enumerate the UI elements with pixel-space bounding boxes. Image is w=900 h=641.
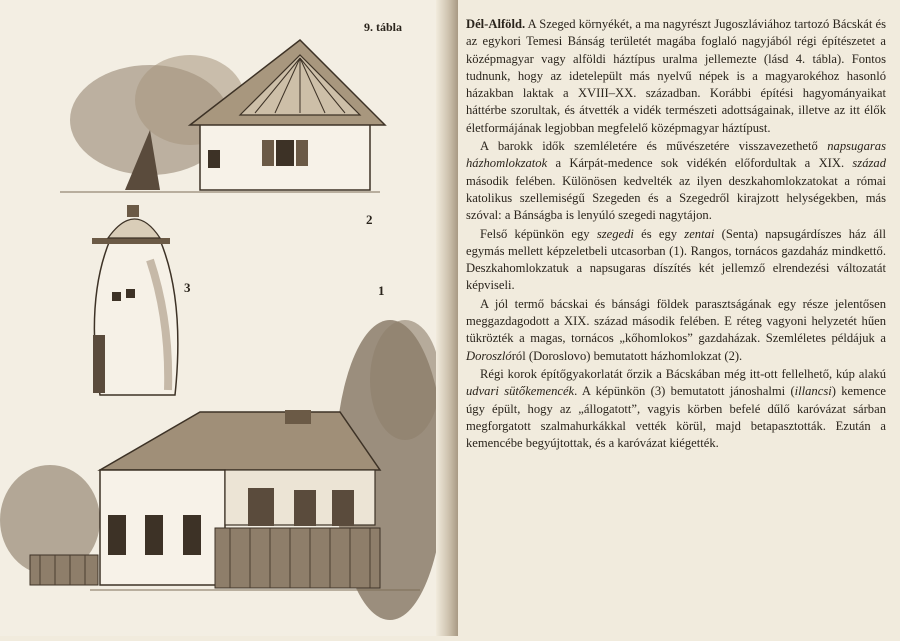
paragraph-2: A barokk idők szemléletére és művészetére visszavezethető napsugaras házhomlokzatok a Kárpát-medence sok vidékén előfordultak a XIX. század második felében. Különösen kedvelték az ilyen deszkahomlokzatokat a római katolikus szellemiségű Szegeden és a Szegedről kirajzott helységekben, más szóval: a Bánságba is lenyúló szegedi nagytájon. [466,139,886,223]
section-heading: Dél-Alföld. [466,17,526,31]
figure-number-2: 2 [366,212,373,227]
plate-label: 9. tábla [364,20,403,34]
figure-number-1: 1 [378,283,385,298]
plate-illustration [0,0,440,636]
figure-number-3: 3 [184,280,191,295]
paragraph-1: Dél-Alföld. A Szeged környékét, a ma nagyrészt Jugoszláviához tartozó Bácskát és az egykori Temesi Bánság területét magába foglaló nagyjából régi építészetet a középmagyar vagy alföldi háztípus uralma jellemezte (lásd 4. tábla). Fontos tudnunk, hogy az idetelepült más nyelvű népek is a magyarokéhoz hasonló házakban laktak a XVIII–XX. században. Korábbi építési hagyományaikat háttérbe szorultak, és átvették a vidék természeti adottságainak, illetve az itt élők életformájának legjobban megfelelő középmagyar háztípust. [466,17,886,135]
paragraph-4: A jól termő bácskai és bánsági földek parasztságának egy része jelentősen meggazdagodott a XIX. század második felében. E réteg vagyoni helyzetét hűen tükrözték a magas, tornácos „kőhomlokos” gazdaházak. Szemléletes példájuk a Doroszlóról (Doroslovo) bemutatott házhomlokzat (2). [466,296,886,363]
text-column [466,16,886,453]
illustration-panel [0,0,440,636]
paragraph-3: Felső képünkön egy szegedi és egy zentai (Senta) napsugárdíszes ház áll egymás mellett képzeletbeli utcasorban (1). Rangos, tornácos gazdaház mindkettő. Deszkahomlokzatuk a napsugaras díszítés két jellemző elrendezési változatát képviseli. [466,226,886,293]
page-gutter [436,0,458,636]
paragraph-5: Régi korok építőgyakorlatát őrzik a Bácskában még itt-ott fellelhető, kúp alakú udvari sütőkemencék. A képünkön (3) bemutatott jánoshalmi (illancsi) kemence úgy épült, hogy az „állogatott”, vagyis körben befelé dűlő karóvázat sárban megforgatott szalmahurkákkal vették körül, majd betapasztották. Ezután a kemencébe begyújtottak, és a karóvázat kiégették. [466,366,887,451]
